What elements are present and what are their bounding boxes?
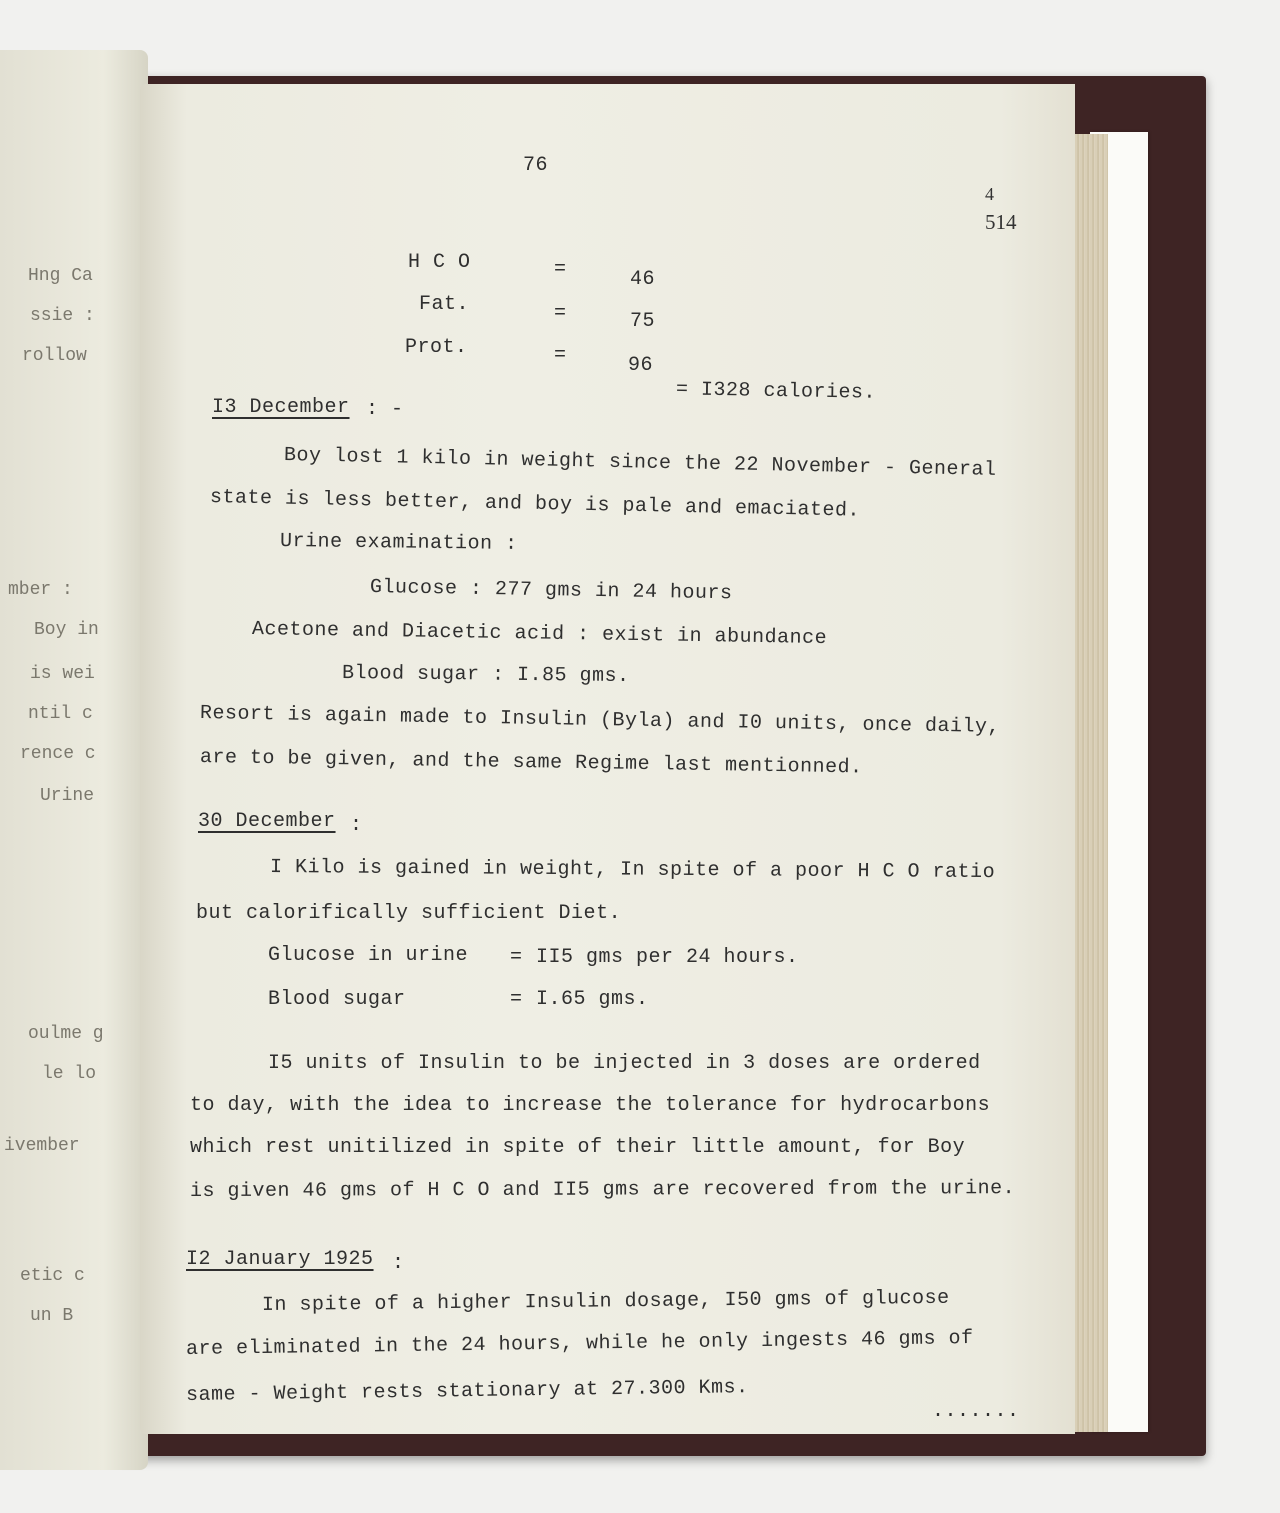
entry-text-line: same - Weight rests stationary at 27.300 Kms. xyxy=(185,1376,749,1407)
left-fragment: oulme g xyxy=(28,1024,104,1044)
right-page xyxy=(140,84,1075,1434)
entry-text-line: Resort is again made to Insulin (Byla) and I0 units, once daily, xyxy=(199,702,1001,739)
blood-sugar-value: I.65 gms. xyxy=(536,988,649,1011)
left-fragment: is wei xyxy=(30,664,95,684)
glucose-result: Glucose : 277 gms in 24 hours xyxy=(369,576,733,606)
diet-prot-label: Prot. xyxy=(405,336,468,359)
diet-fat-value: 75 xyxy=(630,310,656,333)
entry-text-line: Boy lost 1 kilo in weight since the 22 November - General xyxy=(283,444,997,482)
glucose-in-urine-value: II5 gms per 24 hours. xyxy=(536,946,799,969)
entry-text-line: I5 units of Insulin to be injected in 3 doses are ordered xyxy=(268,1052,981,1075)
left-fragment: ssie : xyxy=(30,306,95,326)
diet-fat-label: Fat. xyxy=(419,293,470,316)
left-page xyxy=(0,50,148,1470)
left-fragment: le lo xyxy=(42,1064,97,1084)
diet-total-calories: = I328 calories. xyxy=(675,378,877,405)
entry-text-line: is given 46 gms of H C O and II5 gms are recovered from the urine. xyxy=(189,1177,1016,1203)
blood-sugar-label: Blood sugar xyxy=(268,988,406,1011)
glucose-in-urine-equals: = xyxy=(510,946,523,969)
archive-number-annotation: 4 xyxy=(985,184,994,204)
entry-date: I2 January 1925 xyxy=(186,1248,374,1271)
entry-text-line: are eliminated in the 24 hours, while he only ingests 46 gms of xyxy=(185,1327,974,1361)
left-fragment: Boy in xyxy=(34,620,99,640)
entry-text-line: state is less better, and boy is pale and emaciated. xyxy=(209,486,861,523)
left-fragment: mber : xyxy=(8,580,73,600)
entry-date: 30 December xyxy=(198,810,336,833)
diet-prot-equals: = xyxy=(554,344,567,367)
page-number: 76 xyxy=(523,154,549,177)
entry-text-line: are to be given, and the same Regime last mentionned. xyxy=(199,746,863,780)
left-fragment: Hng Ca xyxy=(28,266,93,286)
entry-text-line: In spite of a higher Insulin dosage, I50 gms of glucose xyxy=(261,1286,950,1317)
left-fragment: un B xyxy=(30,1306,74,1326)
glucose-in-urine-label: Glucose in urine xyxy=(268,944,469,967)
urine-examination-heading: Urine examination : xyxy=(279,530,518,556)
blood-sugar-result: Blood sugar : I.85 gms. xyxy=(341,662,630,689)
entry-date-separator: : xyxy=(350,814,363,837)
left-fragment: rollow xyxy=(22,346,87,366)
left-fragment: ntil c xyxy=(28,704,93,724)
entry-text-line: but calorifically sufficient Diet. xyxy=(196,902,622,925)
diet-hco-equals: = xyxy=(554,258,567,281)
entry-text-line: which rest unitilized in spite of their little amount, for Boy xyxy=(190,1136,966,1159)
archive-number: 514 xyxy=(985,210,1017,234)
acetone-result: Acetone and Diacetic acid : exist in abundance xyxy=(251,618,828,651)
blood-sugar-equals: = xyxy=(510,988,523,1011)
entry-text-line: to day, with the idea to increase the tolerance for hydrocarbons xyxy=(190,1094,991,1117)
left-fragment: Urine xyxy=(40,786,95,806)
entry-text-line: I Kilo is gained in weight, In spite of a poor H C O ratio xyxy=(269,856,996,885)
diet-hco-label: H C O xyxy=(408,251,471,274)
left-fragment: ivember xyxy=(4,1136,80,1156)
continuation-dots: ....... xyxy=(932,1400,1020,1423)
entry-date: I3 December xyxy=(212,396,350,419)
left-fragment: rence c xyxy=(20,744,96,764)
entry-date-separator: : xyxy=(392,1252,405,1275)
diet-fat-equals: = xyxy=(554,302,567,325)
left-fragment: etic c xyxy=(20,1266,85,1286)
diet-prot-value: 96 xyxy=(628,354,654,377)
diet-hco-value: 46 xyxy=(630,268,656,291)
entry-date-separator: : - xyxy=(366,398,404,421)
